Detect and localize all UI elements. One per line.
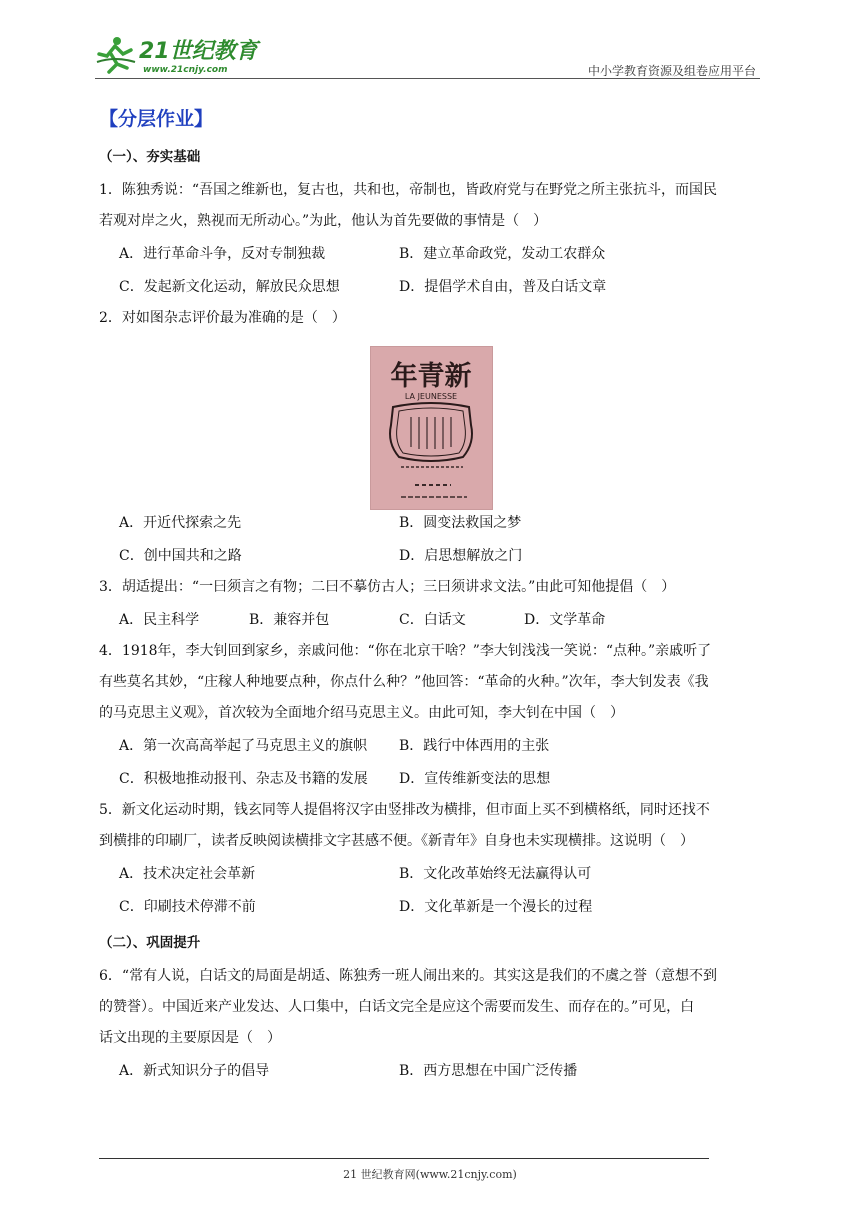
option-a[interactable]: A．进行革命斗争，反对专制独裁 <box>119 246 326 262</box>
options-row <box>99 237 764 270</box>
option-b[interactable]: B．践行中体西用的主张 <box>399 738 550 754</box>
option-a[interactable]: A．开近代探索之先 <box>119 515 242 531</box>
question-text-line: 若观对岸之火，熟视而无所动心。”为此，他认为首先要做的事情是（ ） <box>99 213 548 229</box>
section-heading-advanced: （二）、巩固提升 <box>99 935 201 951</box>
svg-text:年青新: 年青新 <box>390 361 472 392</box>
option-d[interactable]: D．提倡学术自由，普及白话文章 <box>399 279 607 295</box>
header-divider <box>95 78 760 79</box>
question-text-line: 2．对如图杂志评价最为准确的是（ ） <box>99 310 346 326</box>
page-footer: 21 世纪教育网(www.21cnjy.com) <box>343 1168 517 1181</box>
option-b[interactable]: B．文化改革始终无法赢得认可 <box>399 866 592 882</box>
option-d[interactable]: D．文化革新是一个漫长的过程 <box>399 899 593 915</box>
svg-text:21世纪教育: 21世纪教育 <box>139 39 258 64</box>
question-text-line: 1．陈独秀说：“吾国之维新也，复古也，共和也，帝制也，皆政府党与在野党之所主张抗斗，而国民 <box>99 182 718 198</box>
option-a[interactable]: A．新式知识分子的倡导 <box>119 1063 270 1079</box>
options-row <box>99 603 764 636</box>
question-6 <box>99 961 764 1087</box>
svg-text:www.21cnjy.com: www.21cnjy.com <box>143 65 228 75</box>
options-row <box>99 1054 764 1087</box>
figure-container <box>99 334 764 506</box>
option-b[interactable]: B．西方思想在中国广泛传播 <box>399 1063 578 1079</box>
option-c[interactable]: C．白话文 <box>399 612 466 628</box>
question-text-line: 3．胡适提出：“一曰须言之有物；二曰不摹仿古人；三曰须讲求文法。”由此可知他提倡（ ） <box>99 579 676 595</box>
svg-text:LA JEUNESSE: LA JEUNESSE <box>404 392 458 401</box>
question-text-line: 的马克思主义观》，首次较为全面地介绍马克思主义。由此可知，李大钊在中国（ ） <box>99 705 624 721</box>
option-a[interactable]: A．第一次高高举起了马克思主义的旗帜 <box>119 738 368 754</box>
option-a[interactable]: A．民主科学 <box>119 612 200 628</box>
question-text-line: 话文出现的主要原因是（ ） <box>99 1030 281 1046</box>
question-5 <box>99 795 764 923</box>
logo-graphic <box>95 32 265 76</box>
worksheet-body <box>99 104 764 1087</box>
option-c[interactable]: C．印刷技术停滞不前 <box>119 899 256 915</box>
question-4 <box>99 636 764 795</box>
question-3 <box>99 572 764 636</box>
options-row <box>99 506 764 539</box>
option-b[interactable]: B．兼容并包 <box>249 612 330 628</box>
section-heading-basic: （一）、夯实基础 <box>99 149 201 165</box>
options-row <box>99 890 764 923</box>
option-d[interactable]: D．启思想解放之门 <box>399 548 523 564</box>
options-row <box>99 539 764 572</box>
question-text-line: 5．新文化运动时期，钱玄同等人提倡将汉字由竖排改为横排，但市面上买不到横格纸，同时还找不 <box>99 802 710 818</box>
magazine-cover-image <box>370 346 493 510</box>
option-c[interactable]: C．创中国共和之路 <box>119 548 242 564</box>
question-text-line: 有些莫名其妙，“庄稼人种地要点种，你点什么种？”他回答：“革命的火种。”次年，李大钊发表《我 <box>99 674 709 690</box>
question-text-line: 到横排的印刷厂，读者反映阅读横排文字甚感不便。《新青年》自身也未实现横排。这说明（ ） <box>99 833 694 849</box>
option-c[interactable]: C．发起新文化运动，解放民众思想 <box>119 279 340 295</box>
question-text-line: 6．“常有人说，白话文的局面是胡适、陈独秀一班人闹出来的。其实这是我们的不虞之誉（意想不到 <box>99 968 718 984</box>
question-1 <box>99 175 764 303</box>
option-d[interactable]: D．宣传维新变法的思想 <box>399 771 551 787</box>
option-b[interactable]: B．建立革命政党，发动工农群众 <box>399 246 606 262</box>
options-row <box>99 762 764 795</box>
option-b[interactable]: B．圆变法救国之梦 <box>399 515 522 531</box>
options-row <box>99 729 764 762</box>
options-row <box>99 857 764 890</box>
page-header <box>95 28 760 80</box>
options-row <box>99 270 764 303</box>
question-text-line: 4．1918年，李大钊回到家乡，亲戚问他：“你在北京干啥？”李大钊浅浅一笑说：“点种。”亲戚听了 <box>99 643 712 659</box>
footer-divider <box>99 1158 709 1159</box>
site-logo <box>95 32 265 76</box>
option-c[interactable]: C．积极地推动报刊、杂志及书籍的发展 <box>119 771 368 787</box>
option-d[interactable]: D．文学革命 <box>524 612 606 628</box>
question-2 <box>99 303 764 572</box>
question-text-line: 的赞誉）。中国近来产业发达、人口集中，白话文完全是应这个需要而发生、而存在的。”可见，白 <box>99 999 695 1015</box>
page-title: 【分层作业】 <box>99 108 214 130</box>
platform-name: 中小学教育资源及组卷应用平台 <box>587 64 756 78</box>
option-a[interactable]: A．技术决定社会革新 <box>119 866 256 882</box>
